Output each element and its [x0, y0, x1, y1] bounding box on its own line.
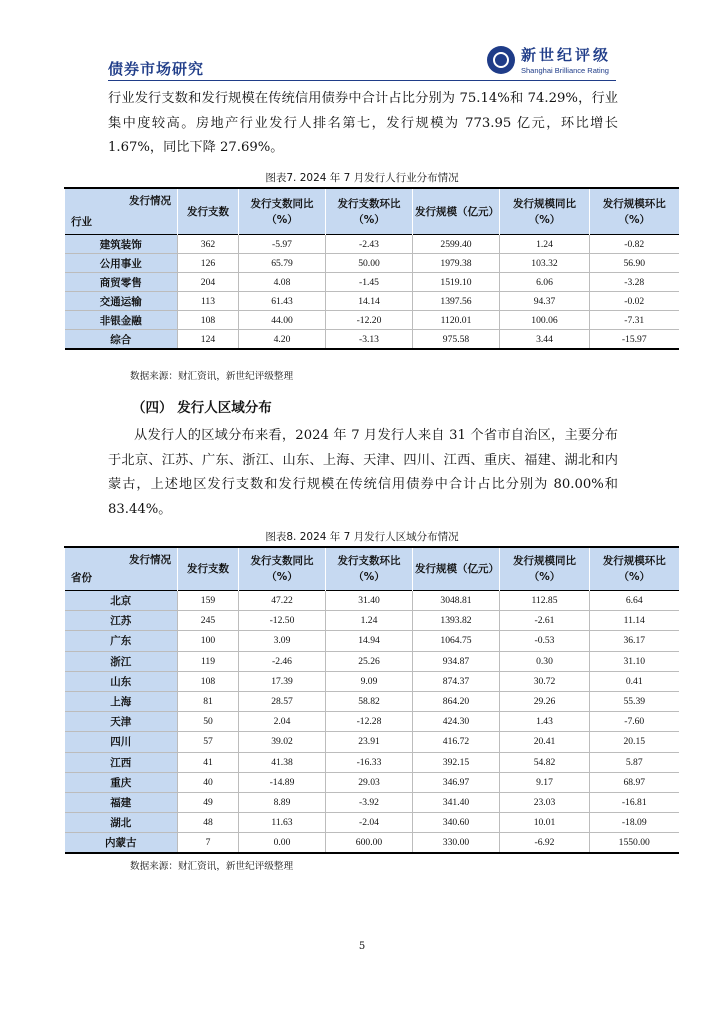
- table-cell: 0.30: [500, 651, 590, 671]
- header-divider: [108, 80, 616, 81]
- brand-logo: [487, 44, 611, 75]
- table-cell: 23.03: [500, 792, 590, 812]
- body-paragraph-2: 从发行人的区域分布来看，2024 年 7 月发行人来自 31 个省市自治区，主要分布于北京、江苏、广东、浙江、山东、上海、天津、四川、江西、重庆、福建、湖北和内蒙古，上述地区发行支数和发行规模在传统信用债券中合计占比分别为 80.00%和 83.44%。: [108, 428, 618, 517]
- table-7-source: 数据来源：财汇资讯，新世纪评级整理: [130, 371, 294, 382]
- row-label: 建筑装饰: [65, 235, 178, 254]
- table-cell: -0.82: [590, 235, 679, 254]
- table-header-row: [65, 188, 679, 235]
- table-cell: 20.15: [590, 732, 679, 752]
- table-cell: 57: [178, 732, 239, 752]
- table-cell: 362: [178, 235, 239, 254]
- row-label: 山东: [65, 671, 178, 691]
- table-cell: 1.24: [500, 235, 590, 254]
- row-label: 内蒙古: [65, 833, 178, 854]
- table-row: [65, 591, 679, 611]
- table-cell: -3.28: [590, 273, 679, 292]
- table-cell: 10.01: [500, 813, 590, 833]
- table-cell: 108: [178, 671, 239, 691]
- table-row: [65, 712, 679, 732]
- table-cell: 1.24: [326, 611, 413, 631]
- section-heading: （四） 发行人区域分布: [132, 400, 272, 416]
- logo-emblem-icon: [487, 46, 515, 74]
- table-cell: 49: [178, 792, 239, 812]
- table-row: [65, 254, 679, 273]
- table-cell: 50.00: [326, 254, 413, 273]
- table-row: [65, 792, 679, 812]
- table-cell: 41.38: [239, 752, 326, 772]
- table-cell: 1519.10: [413, 273, 500, 292]
- table-cell: 103.32: [500, 254, 590, 273]
- row-label: 商贸零售: [65, 273, 178, 292]
- table-cell: 4.20: [239, 330, 326, 350]
- column-header: 发行规模（亿元）: [413, 188, 500, 235]
- table-cell: 1393.82: [413, 611, 500, 631]
- table-row: [65, 330, 679, 350]
- column-header: 发行支数环比（%）: [326, 188, 413, 235]
- table-cell: 39.02: [239, 732, 326, 752]
- table-cell: 48: [178, 813, 239, 833]
- row-label: 交通运输: [65, 292, 178, 311]
- table-8-caption: 图表8. 2024 年 7 月发行人区域分布情况: [265, 531, 459, 543]
- table-cell: 3.44: [500, 330, 590, 350]
- page-number: 5: [358, 941, 366, 952]
- column-header: 发行支数同比（%）: [239, 188, 326, 235]
- table-cell: 100.06: [500, 311, 590, 330]
- table-cell: 864.20: [413, 691, 500, 711]
- table-cell: 8.89: [239, 792, 326, 812]
- table-cell: 14.14: [326, 292, 413, 311]
- row-label: 四川: [65, 732, 178, 752]
- table-row: [65, 273, 679, 292]
- row-label: 浙江: [65, 651, 178, 671]
- table-cell: 392.15: [413, 752, 500, 772]
- table-row: [65, 235, 679, 254]
- table-cell: 58.82: [326, 691, 413, 711]
- column-header: 发行支数: [178, 547, 239, 591]
- column-header: 发行规模环比（%）: [590, 188, 679, 235]
- row-label: 江苏: [65, 611, 178, 631]
- table-cell: 975.58: [413, 330, 500, 350]
- table-cell: 245: [178, 611, 239, 631]
- column-header: 发行支数: [178, 188, 239, 235]
- table-cell: -12.20: [326, 311, 413, 330]
- table-row: [65, 292, 679, 311]
- table-cell: 23.91: [326, 732, 413, 752]
- row-label: 综合: [65, 330, 178, 350]
- table-cell: -12.28: [326, 712, 413, 732]
- row-label: 天津: [65, 712, 178, 732]
- table-cell: 41: [178, 752, 239, 772]
- table-cell: 81: [178, 691, 239, 711]
- table-cell: 40: [178, 772, 239, 792]
- report-series-title: 债券市场研究: [108, 60, 205, 78]
- table-cell: 61.43: [239, 292, 326, 311]
- table-8-source: 数据来源：财汇资讯，新世纪评级整理: [130, 861, 294, 872]
- table-cell: -1.45: [326, 273, 413, 292]
- table-cell: 29.03: [326, 772, 413, 792]
- table-row: [65, 772, 679, 792]
- table-cell: 124: [178, 330, 239, 350]
- table-row: [65, 813, 679, 833]
- table-row: [65, 651, 679, 671]
- row-label: 非银金融: [65, 311, 178, 330]
- table-row: [65, 833, 679, 854]
- table-cell: 1120.01: [413, 311, 500, 330]
- row-label: 广东: [65, 631, 178, 651]
- industry-distribution-table: [64, 187, 679, 350]
- table-row: [65, 671, 679, 691]
- table-cell: -3.92: [326, 792, 413, 812]
- table-cell: 1.43: [500, 712, 590, 732]
- table-cell: 2.04: [239, 712, 326, 732]
- corner-header-bottom: 省份: [71, 572, 92, 584]
- table-row: [65, 611, 679, 631]
- table-row: [65, 752, 679, 772]
- table-cell: 17.39: [239, 671, 326, 691]
- table-cell: 31.10: [590, 651, 679, 671]
- table-cell: 25.26: [326, 651, 413, 671]
- corner-header-cell: [65, 547, 178, 591]
- table-cell: -2.04: [326, 813, 413, 833]
- table-cell: 50: [178, 712, 239, 732]
- table-cell: -3.13: [326, 330, 413, 350]
- table-row: [65, 732, 679, 752]
- table-cell: -7.60: [590, 712, 679, 732]
- table-cell: -7.31: [590, 311, 679, 330]
- table-row: [65, 631, 679, 651]
- table-cell: 31.40: [326, 591, 413, 611]
- table-cell: 119: [178, 651, 239, 671]
- table-cell: 100: [178, 631, 239, 651]
- table-cell: 11.14: [590, 611, 679, 631]
- table-7-caption: 图表7. 2024 年 7 月发行人行业分布情况: [265, 172, 459, 184]
- table-cell: 5.87: [590, 752, 679, 772]
- table-cell: 126: [178, 254, 239, 273]
- table-cell: 6.64: [590, 591, 679, 611]
- table-cell: -2.61: [500, 611, 590, 631]
- table-cell: 65.79: [239, 254, 326, 273]
- table-cell: 1550.00: [590, 833, 679, 854]
- table-cell: 11.63: [239, 813, 326, 833]
- corner-header-top: 发行情况: [129, 195, 171, 207]
- table-cell: 28.57: [239, 691, 326, 711]
- table-cell: 159: [178, 591, 239, 611]
- table-cell: 30.72: [500, 671, 590, 691]
- row-label: 公用事业: [65, 254, 178, 273]
- table-cell: 113: [178, 292, 239, 311]
- table-cell: 1064.75: [413, 631, 500, 651]
- table-cell: 108: [178, 311, 239, 330]
- table-header-row: [65, 547, 679, 591]
- table-cell: 2599.40: [413, 235, 500, 254]
- region-distribution-table: [64, 546, 679, 854]
- table-row: [65, 311, 679, 330]
- table-cell: -18.09: [590, 813, 679, 833]
- table-cell: -14.89: [239, 772, 326, 792]
- row-label: 江西: [65, 752, 178, 772]
- row-label: 福建: [65, 792, 178, 812]
- column-header: 发行规模（亿元）: [413, 547, 500, 591]
- table-cell: 0.41: [590, 671, 679, 691]
- table-cell: 7: [178, 833, 239, 854]
- table-cell: 4.08: [239, 273, 326, 292]
- row-label: 湖北: [65, 813, 178, 833]
- table-cell: 934.87: [413, 651, 500, 671]
- table-cell: 47.22: [239, 591, 326, 611]
- table-cell: -2.46: [239, 651, 326, 671]
- table-cell: 9.09: [326, 671, 413, 691]
- table-cell: 112.85: [500, 591, 590, 611]
- table-cell: 44.00: [239, 311, 326, 330]
- table-cell: 204: [178, 273, 239, 292]
- column-header: 发行规模同比（%）: [500, 547, 590, 591]
- table-cell: 874.37: [413, 671, 500, 691]
- row-label: 北京: [65, 591, 178, 611]
- table-cell: -6.92: [500, 833, 590, 854]
- table-cell: 600.00: [326, 833, 413, 854]
- table-cell: 94.37: [500, 292, 590, 311]
- table-cell: 1979.38: [413, 254, 500, 273]
- column-header: 发行规模同比（%）: [500, 188, 590, 235]
- table-cell: 6.06: [500, 273, 590, 292]
- table-cell: 0.00: [239, 833, 326, 854]
- table-cell: -15.97: [590, 330, 679, 350]
- corner-header-top: 发行情况: [129, 554, 171, 566]
- table-cell: 3.09: [239, 631, 326, 651]
- column-header: 发行支数环比（%）: [326, 547, 413, 591]
- table-cell: 55.39: [590, 691, 679, 711]
- table-cell: 20.41: [500, 732, 590, 752]
- logo-chinese-name: 新世纪评级: [521, 46, 612, 64]
- table-cell: 1397.56: [413, 292, 500, 311]
- table-cell: 9.17: [500, 772, 590, 792]
- table-cell: 424.30: [413, 712, 500, 732]
- table-row: [65, 691, 679, 711]
- table-cell: 346.97: [413, 772, 500, 792]
- table-cell: 29.26: [500, 691, 590, 711]
- row-label: 重庆: [65, 772, 178, 792]
- body-paragraph-1: 行业发行支数和发行规模在传统信用债券中合计占比分别为 75.14%和 74.29%，行业集中度较高。房地产行业发行人排名第七，发行规模为 773.95 亿元，环比增长 1.67%，同比下降 27.69%。: [108, 91, 618, 155]
- table-cell: -5.97: [239, 235, 326, 254]
- table-cell: -0.53: [500, 631, 590, 651]
- table-cell: 54.82: [500, 752, 590, 772]
- column-header: 发行支数同比（%）: [239, 547, 326, 591]
- column-header: 发行规模环比（%）: [590, 547, 679, 591]
- corner-header-cell: [65, 188, 178, 235]
- table-cell: 36.17: [590, 631, 679, 651]
- table-cell: 340.60: [413, 813, 500, 833]
- table-cell: -16.81: [590, 792, 679, 812]
- table-cell: 56.90: [590, 254, 679, 273]
- table-cell: -0.02: [590, 292, 679, 311]
- table-cell: -16.33: [326, 752, 413, 772]
- table-cell: 416.72: [413, 732, 500, 752]
- table-cell: -12.50: [239, 611, 326, 631]
- table-cell: 330.00: [413, 833, 500, 854]
- table-cell: 14.94: [326, 631, 413, 651]
- corner-header-bottom: 行业: [71, 216, 92, 228]
- table-cell: 68.97: [590, 772, 679, 792]
- table-cell: 341.40: [413, 792, 500, 812]
- logo-english-name: Shanghai Brilliance Rating: [521, 66, 609, 75]
- row-label: 上海: [65, 691, 178, 711]
- table-cell: 3048.81: [413, 591, 500, 611]
- table-cell: -2.43: [326, 235, 413, 254]
